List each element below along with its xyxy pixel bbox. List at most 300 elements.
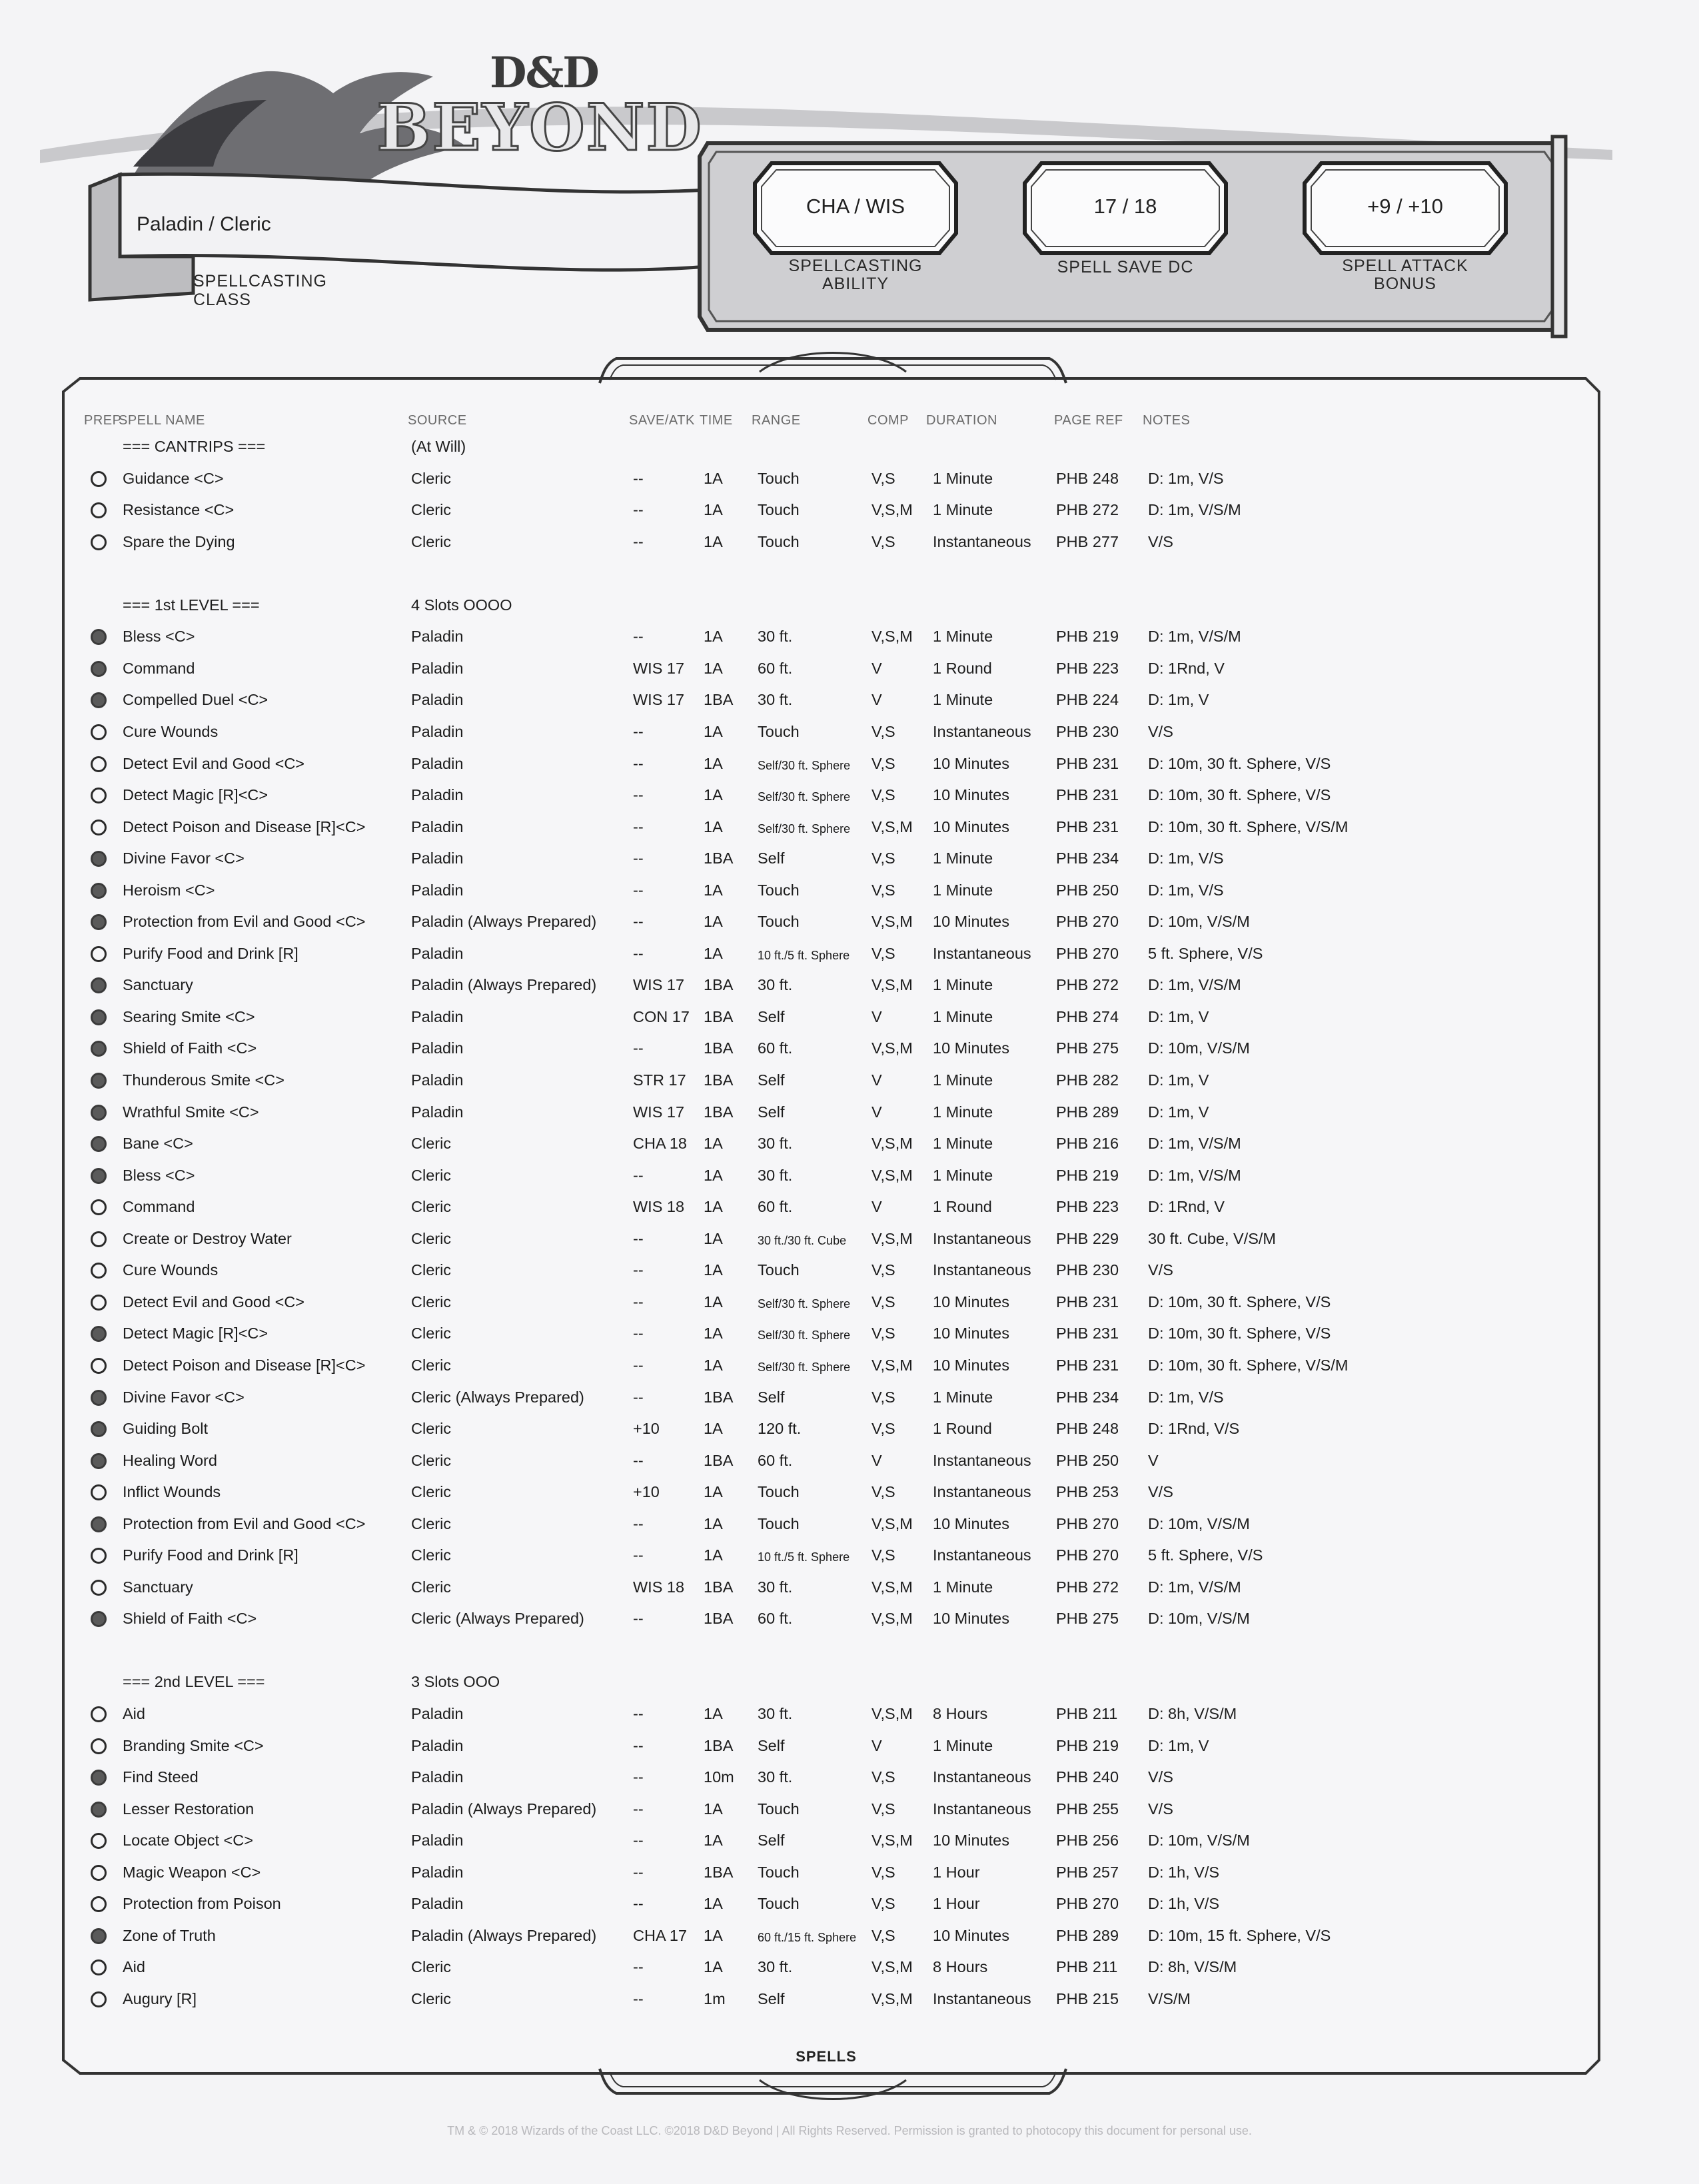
spell-save-dc-value: 17 / 18 — [1093, 195, 1157, 218]
spell-save-atk: -- — [633, 786, 644, 804]
spell-source: Cleric — [411, 1514, 452, 1532]
prepared-checkbox[interactable] — [91, 1136, 107, 1152]
spell-duration: Instantaneous — [933, 1546, 1031, 1564]
spell-components: V,S — [871, 944, 895, 962]
col-header-time: TIME — [700, 413, 733, 428]
spell-components: V,S,M — [871, 1229, 913, 1247]
spell-duration: 10 Minutes — [933, 1325, 1009, 1343]
spell-page-ref: PHB 230 — [1056, 722, 1119, 740]
spell-components: V,S — [871, 1895, 895, 1913]
spell-range: 10 ft./5 ft. Sphere — [758, 948, 850, 962]
spell-duration: 1 Minute — [933, 849, 993, 867]
spell-save-atk: -- — [633, 1768, 644, 1786]
spell-range: Self — [758, 1989, 785, 2007]
spell-range: Self/30 ft. Sphere — [758, 1329, 851, 1343]
spell-components: V,S,M — [871, 1832, 913, 1850]
spell-source: Paladin — [411, 818, 464, 835]
spell-save-atk: -- — [633, 469, 644, 487]
spell-components: V,S — [871, 1800, 895, 1818]
spell-save-atk: -- — [633, 501, 644, 519]
spell-source: Cleric (Always Prepared) — [411, 1610, 584, 1628]
spell-range: 30 ft. — [758, 628, 793, 646]
spell-range: 30 ft. — [758, 1705, 793, 1722]
spell-notes: D: 1m, V — [1148, 1071, 1209, 1089]
spell-notes: V/S — [1148, 532, 1173, 550]
spell-duration: 10 Minutes — [933, 1293, 1009, 1311]
stat-panel-end-right — [1552, 137, 1566, 336]
spell-source: Paladin (Always Prepared) — [411, 1800, 597, 1818]
spellcasting-class-label-text: SPELLCASTING CLASS — [193, 272, 327, 309]
spell-notes: V/S — [1148, 722, 1173, 740]
prepared-checkbox[interactable] — [91, 1959, 107, 1975]
spell-range: 60 ft. — [758, 1451, 793, 1469]
spell-name: Aid — [123, 1958, 145, 1976]
spell-name: Detect Evil and Good <C> — [123, 754, 305, 772]
prepared-checkbox[interactable] — [91, 1231, 107, 1247]
spell-range: 30 ft. — [758, 976, 793, 994]
col-header-save-atk: SAVE/ATK — [629, 413, 695, 428]
prepared-checkbox[interactable] — [91, 1928, 107, 1944]
spell-time: 1A — [704, 1135, 723, 1153]
spell-save-atk: -- — [633, 722, 644, 740]
prepared-checkbox[interactable] — [91, 1896, 107, 1912]
spell-name: Aid — [123, 1705, 145, 1722]
prepared-checkbox[interactable] — [91, 1453, 107, 1469]
spell-name: Detect Evil and Good <C> — [123, 1293, 305, 1311]
spell-notes: V/S — [1148, 1261, 1173, 1279]
spell-row — [0, 1862, 1699, 1893]
prepared-checkbox[interactable] — [91, 1041, 107, 1057]
prepared-checkbox[interactable] — [91, 788, 107, 804]
spell-notes: D: 10m, 30 ft. Sphere, V/S — [1148, 754, 1331, 772]
spell-save-atk: -- — [633, 1800, 644, 1818]
spell-save-atk: -- — [633, 1229, 644, 1247]
spell-name: Detect Magic [R]<C> — [123, 786, 269, 804]
spell-time: 1A — [704, 501, 723, 519]
spell-time: 1BA — [704, 1863, 734, 1881]
prepared-checkbox[interactable] — [91, 819, 107, 835]
prepared-checkbox[interactable] — [91, 1770, 107, 1786]
prepared-checkbox[interactable] — [91, 724, 107, 740]
spell-range: Touch — [758, 913, 800, 931]
col-header-spell-name: SPELL NAME — [119, 413, 205, 428]
spell-save-atk: -- — [633, 1356, 644, 1374]
spell-time: 1A — [704, 1293, 723, 1311]
prepared-checkbox[interactable] — [91, 534, 107, 550]
dnd-logo: D&D — [490, 48, 598, 98]
prepared-checkbox[interactable] — [91, 1199, 107, 1215]
prepared-checkbox[interactable] — [91, 1611, 107, 1627]
prepared-checkbox[interactable] — [91, 1706, 107, 1722]
spell-source: Paladin — [411, 1705, 464, 1722]
spell-components: V,S — [871, 1261, 895, 1279]
prepared-checkbox[interactable] — [91, 1295, 107, 1311]
spell-row — [0, 848, 1699, 879]
spell-name: Inflict Wounds — [123, 1483, 221, 1501]
spell-time: 1A — [704, 944, 723, 962]
spell-duration: 1 Minute — [933, 1388, 993, 1406]
prepared-checkbox[interactable] — [91, 883, 107, 899]
spell-save-atk: -- — [633, 881, 644, 899]
spell-time: 1A — [704, 628, 723, 646]
spell-source: Cleric — [411, 1166, 452, 1184]
spell-components: V,S,M — [871, 1705, 913, 1722]
spell-row — [0, 1482, 1699, 1512]
spell-notes: D: 1Rnd, V — [1148, 659, 1225, 677]
spell-page-ref: PHB 277 — [1056, 532, 1119, 550]
spell-page-ref: PHB 270 — [1056, 1895, 1119, 1913]
spell-row — [0, 1608, 1699, 1639]
spell-row — [0, 500, 1699, 530]
prepared-checkbox[interactable] — [91, 1802, 107, 1818]
prepared-checkbox[interactable] — [91, 1358, 107, 1374]
spell-range: Self — [758, 849, 785, 867]
spell-notes: D: 1m, V — [1148, 691, 1209, 709]
prepared-checkbox[interactable] — [91, 1073, 107, 1089]
spellcasting-class-label — [193, 272, 327, 309]
spell-source: Paladin (Always Prepared) — [411, 1926, 597, 1944]
spell-save-atk: -- — [633, 1736, 644, 1754]
spell-name: Zone of Truth — [123, 1926, 216, 1944]
spell-duration: 1 Minute — [933, 691, 993, 709]
spell-page-ref: PHB 272 — [1056, 501, 1119, 519]
spell-page-ref: PHB 248 — [1056, 1420, 1119, 1438]
spell-row — [0, 1957, 1699, 1987]
spell-page-ref: PHB 231 — [1056, 1293, 1119, 1311]
spell-source: Paladin — [411, 1103, 464, 1121]
spell-range: Self — [758, 1832, 785, 1850]
col-header-source: SOURCE — [408, 413, 467, 428]
spell-page-ref: PHB 231 — [1056, 754, 1119, 772]
spell-components: V,S,M — [871, 501, 913, 519]
spell-source: Cleric — [411, 1293, 452, 1311]
spell-components: V,S — [871, 1293, 895, 1311]
spell-name: Searing Smite <C> — [123, 1007, 255, 1025]
prepared-checkbox[interactable] — [91, 1105, 107, 1121]
spell-save-atk: +10 — [633, 1420, 660, 1438]
spell-time: 1BA — [704, 976, 734, 994]
prepared-checkbox[interactable] — [91, 1865, 107, 1881]
spell-components: V,S — [871, 1546, 895, 1564]
prepared-checkbox[interactable] — [91, 1326, 107, 1342]
spell-time: 1A — [704, 1356, 723, 1374]
spell-notes: D: 1m, V/S/M — [1148, 628, 1241, 646]
sheet-footer-label: SPELLS — [796, 2048, 857, 2065]
spell-range: Self/30 ft. Sphere — [758, 1297, 851, 1311]
prepared-checkbox[interactable] — [91, 756, 107, 772]
spell-name: Locate Object <C> — [123, 1832, 253, 1850]
spell-components: V,S — [871, 786, 895, 804]
spell-notes: D: 10m, V/S/M — [1148, 1610, 1250, 1628]
spell-row — [0, 911, 1699, 942]
spell-range: 30 ft. — [758, 1768, 793, 1786]
prepared-checkbox[interactable] — [91, 661, 107, 677]
spell-components: V,S,M — [871, 1989, 913, 2007]
spell-components: V,S — [871, 532, 895, 550]
spell-page-ref: PHB 219 — [1056, 1736, 1119, 1754]
spell-notes: V — [1148, 1451, 1159, 1469]
prepared-checkbox[interactable] — [91, 1580, 107, 1596]
prepared-checkbox[interactable] — [91, 977, 107, 993]
spell-notes: D: 1m, V — [1148, 1103, 1209, 1121]
spell-source: Paladin — [411, 1039, 464, 1057]
spell-page-ref: PHB 231 — [1056, 786, 1119, 804]
prepared-checkbox[interactable] — [91, 1168, 107, 1184]
spell-source: Cleric — [411, 1198, 452, 1216]
spell-duration: 10 Minutes — [933, 1039, 1009, 1057]
spell-components: V,S — [871, 1926, 895, 1944]
spell-source: Paladin — [411, 944, 464, 962]
spell-duration: Instantaneous — [933, 532, 1031, 550]
spell-components: V — [871, 659, 882, 677]
spell-time: 1A — [704, 1958, 723, 1976]
spell-source: Cleric — [411, 1356, 452, 1374]
spell-name: Divine Favor <C> — [123, 849, 245, 867]
spell-save-atk: WIS 17 — [633, 1103, 685, 1121]
spell-source: Cleric — [411, 532, 452, 550]
spell-name: Command — [123, 1198, 195, 1216]
spell-page-ref: PHB 211 — [1056, 1705, 1118, 1722]
spell-components: V,S — [871, 1388, 895, 1406]
spell-save-atk: -- — [633, 1388, 644, 1406]
spell-name: Bane <C> — [123, 1135, 193, 1153]
spell-notes: D: 1m, V/S — [1148, 1388, 1224, 1406]
spell-duration: 10 Minutes — [933, 754, 1009, 772]
spell-row — [0, 1323, 1699, 1354]
spell-range: Self/30 ft. Sphere — [758, 758, 851, 772]
spell-name: Cure Wounds — [123, 1261, 219, 1279]
spell-notes: D: 10m, 30 ft. Sphere, V/S/M — [1148, 818, 1349, 835]
spell-name: Purify Food and Drink [R] — [123, 944, 298, 962]
spell-range: Self/30 ft. Sphere — [758, 1360, 851, 1374]
spell-source: Cleric — [411, 1451, 452, 1469]
spell-duration: Instantaneous — [933, 1800, 1031, 1818]
spell-time: 1BA — [704, 1039, 734, 1057]
prepared-checkbox[interactable] — [91, 1421, 107, 1437]
spell-save-atk: -- — [633, 1958, 644, 1976]
spell-range: Self — [758, 1388, 785, 1406]
spell-notes: D: 1m, V/S/M — [1148, 976, 1241, 994]
spell-save-atk: -- — [633, 532, 644, 550]
spell-save-atk: WIS 18 — [633, 1198, 685, 1216]
spell-source: Paladin — [411, 754, 464, 772]
spell-name: Healing Word — [123, 1451, 217, 1469]
spell-row — [0, 1260, 1699, 1291]
spell-range: Touch — [758, 1895, 800, 1913]
spell-row — [0, 1799, 1699, 1830]
spell-time: 1A — [704, 1483, 723, 1501]
spell-name: Command — [123, 659, 195, 677]
prepared-checkbox[interactable] — [91, 1516, 107, 1532]
spell-save-atk: -- — [633, 1546, 644, 1564]
spell-notes: V/S/M — [1148, 1989, 1191, 2007]
spell-save-atk: -- — [633, 944, 644, 962]
level-slots: 4 Slots OOOO — [411, 596, 512, 614]
spell-source: Paladin — [411, 691, 464, 709]
prepared-checkbox[interactable] — [91, 471, 107, 487]
spell-notes: D: 1m, V — [1148, 1007, 1209, 1025]
spell-save-atk: -- — [633, 913, 644, 931]
spell-row — [0, 1133, 1699, 1164]
spell-duration: 1 Minute — [933, 1736, 993, 1754]
spell-time: 1A — [704, 818, 723, 835]
spell-source: Cleric — [411, 1958, 452, 1976]
spell-time: 1A — [704, 1926, 723, 1944]
prepared-checkbox[interactable] — [91, 692, 107, 708]
col-header-page-ref: PAGE REF — [1054, 413, 1123, 428]
spell-name: Heroism <C> — [123, 881, 215, 899]
spell-components: V — [871, 1103, 882, 1121]
spell-page-ref: PHB 240 — [1056, 1768, 1119, 1786]
spell-save-atk: -- — [633, 1293, 644, 1311]
spell-range: 30 ft./30 ft. Cube — [758, 1233, 847, 1247]
prepared-checkbox[interactable] — [91, 1833, 107, 1849]
spell-save-atk: STR 17 — [633, 1071, 686, 1089]
spell-duration: 10 Minutes — [933, 786, 1009, 804]
spell-time: 1A — [704, 881, 723, 899]
spell-notes: V/S — [1148, 1483, 1173, 1501]
prepared-checkbox[interactable] — [91, 502, 107, 518]
spell-save-atk: -- — [633, 1705, 644, 1722]
spell-range: Self — [758, 1007, 785, 1025]
spell-time: 1A — [704, 1325, 723, 1343]
spell-name: Resistance <C> — [123, 501, 235, 519]
spell-page-ref: PHB 256 — [1056, 1832, 1119, 1850]
spell-source: Paladin — [411, 659, 464, 677]
spell-source: Cleric — [411, 1229, 452, 1247]
spell-duration: 1 Round — [933, 1420, 992, 1438]
spell-range: Touch — [758, 501, 800, 519]
spell-row — [0, 1514, 1699, 1544]
spell-range: 30 ft. — [758, 1958, 793, 1976]
spell-row — [0, 1418, 1699, 1449]
spell-notes: 5 ft. Sphere, V/S — [1148, 1546, 1263, 1564]
spell-range: 60 ft./15 ft. Sphere — [758, 1930, 857, 1944]
spell-duration: 1 Minute — [933, 1135, 993, 1153]
spell-notes: D: 1h, V/S — [1148, 1863, 1220, 1881]
spell-page-ref: PHB 250 — [1056, 881, 1119, 899]
spell-time: 1A — [704, 1198, 723, 1216]
spell-components: V,S — [871, 1863, 895, 1881]
spell-name: Bless <C> — [123, 1166, 195, 1184]
spell-row — [0, 880, 1699, 911]
spell-components: V,S,M — [871, 913, 913, 931]
spell-notes: D: 1m, V/S/M — [1148, 1135, 1241, 1153]
spell-duration: 1 Round — [933, 1198, 992, 1216]
spell-name: Detect Magic [R]<C> — [123, 1325, 269, 1343]
spell-row — [0, 1070, 1699, 1101]
prepared-checkbox[interactable] — [91, 1390, 107, 1406]
spell-duration: 1 Minute — [933, 881, 993, 899]
spell-save-atk: CON 17 — [633, 1007, 690, 1025]
spell-name: Guidance <C> — [123, 469, 224, 487]
spell-save-atk: -- — [633, 1610, 644, 1628]
spell-range: Touch — [758, 1863, 800, 1881]
spell-components: V,S,M — [871, 628, 913, 646]
spell-range: Self — [758, 1071, 785, 1089]
spell-notes: D: 1Rnd, V/S — [1148, 1420, 1240, 1438]
level-slots: (At Will) — [411, 438, 466, 455]
prepared-checkbox[interactable] — [91, 629, 107, 645]
spell-notes: D: 10m, V/S/M — [1148, 1039, 1250, 1057]
spell-range: 30 ft. — [758, 1135, 793, 1153]
spell-duration: Instantaneous — [933, 1229, 1031, 1247]
prepared-checkbox[interactable] — [91, 1991, 107, 2007]
spell-time: 1BA — [704, 1103, 734, 1121]
spell-source: Paladin — [411, 1768, 464, 1786]
spell-components: V — [871, 1736, 882, 1754]
spell-time: 1BA — [704, 1388, 734, 1406]
spell-notes: D: 1m, V — [1148, 1736, 1209, 1754]
spell-page-ref: PHB 215 — [1056, 1989, 1119, 2007]
spell-page-ref: PHB 270 — [1056, 913, 1119, 931]
spell-row — [0, 1102, 1699, 1133]
prepared-checkbox[interactable] — [91, 851, 107, 867]
prepared-checkbox[interactable] — [91, 1009, 107, 1025]
spell-components: V,S — [871, 1420, 895, 1438]
spell-name: Create or Destroy Water — [123, 1229, 292, 1247]
spell-save-atk: -- — [633, 1989, 644, 2007]
spell-save-atk: WIS 17 — [633, 659, 685, 677]
prepared-checkbox[interactable] — [91, 1484, 107, 1500]
spell-components: V,S — [871, 1325, 895, 1343]
spell-duration: 10 Minutes — [933, 1514, 1009, 1532]
spell-range: Self — [758, 1103, 785, 1121]
spell-save-atk: -- — [633, 849, 644, 867]
prepared-checkbox[interactable] — [91, 1548, 107, 1564]
spell-save-atk: WIS 17 — [633, 976, 685, 994]
prepared-checkbox[interactable] — [91, 1738, 107, 1754]
spell-save-atk: -- — [633, 1863, 644, 1881]
spell-duration: Instantaneous — [933, 1451, 1031, 1469]
spell-name: Thunderous Smite <C> — [123, 1071, 284, 1089]
spell-page-ref: PHB 289 — [1056, 1926, 1119, 1944]
spell-components: V,S,M — [871, 1039, 913, 1057]
prepared-checkbox[interactable] — [91, 914, 107, 930]
spell-source: Paladin — [411, 786, 464, 804]
col-header-prep: PREP — [84, 413, 122, 428]
spell-notes: D: 10m, 30 ft. Sphere, V/S — [1148, 1293, 1331, 1311]
spell-source: Paladin (Always Prepared) — [411, 913, 597, 931]
spell-duration: 10 Minutes — [933, 1356, 1009, 1374]
spell-time: 1A — [704, 1166, 723, 1184]
prepared-checkbox[interactable] — [91, 946, 107, 962]
spell-notes: D: 1h, V/S — [1148, 1895, 1220, 1913]
spell-page-ref: PHB 223 — [1056, 1198, 1119, 1216]
spell-time: 1BA — [704, 1578, 734, 1596]
spell-row — [0, 817, 1699, 847]
prepared-checkbox[interactable] — [91, 1263, 107, 1279]
spell-name: Compelled Duel <C> — [123, 691, 269, 709]
spell-time: 1m — [704, 1989, 726, 2007]
spell-time: 1A — [704, 532, 723, 550]
spell-notes: D: 10m, V/S/M — [1148, 1832, 1250, 1850]
spell-row — [0, 1387, 1699, 1418]
spell-time: 1A — [704, 469, 723, 487]
level-header-row — [0, 436, 1699, 467]
spell-source: Paladin — [411, 1863, 464, 1881]
spell-components: V,S — [871, 754, 895, 772]
spell-page-ref: PHB 231 — [1056, 1356, 1119, 1374]
spell-time: 1A — [704, 1832, 723, 1850]
legal-notice: TM & © 2018 Wizards of the Coast LLC. ©2018 D&D Beyond | All Rights Reserved. Permission is granted to photocopy this document for personal use. — [447, 2124, 1252, 2137]
spell-components: V,S — [871, 881, 895, 899]
spell-name: Bless <C> — [123, 628, 195, 646]
spell-row — [0, 1925, 1699, 1956]
spell-duration: Instantaneous — [933, 944, 1031, 962]
spell-components: V,S,M — [871, 1135, 913, 1153]
spell-duration: 1 Minute — [933, 1007, 993, 1025]
